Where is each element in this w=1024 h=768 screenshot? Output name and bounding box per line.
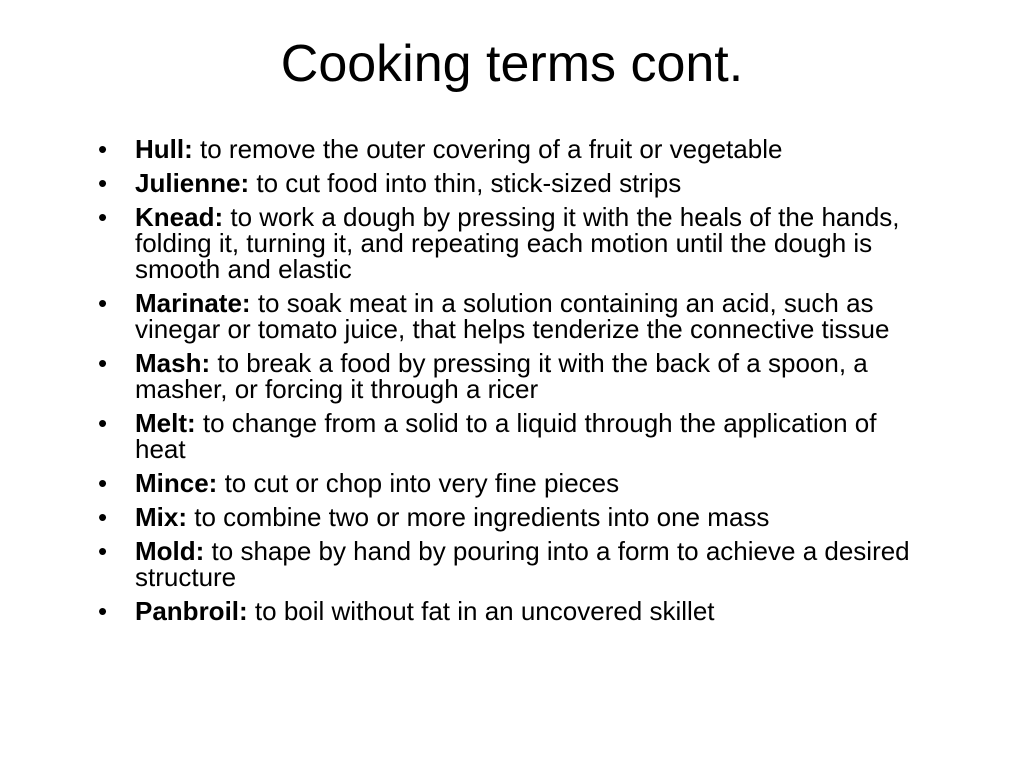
bullet-icon: • xyxy=(98,288,108,318)
term-name: Panbroil: xyxy=(135,596,255,626)
bullet-icon: • xyxy=(98,536,108,566)
bullet-icon: • xyxy=(98,468,108,498)
term-name: Marinate: xyxy=(135,288,258,318)
term-name: Mince: xyxy=(135,468,225,498)
term-definition: to shape by hand by pouring into a form to achieve a desired structure xyxy=(135,536,910,592)
term-definition: to break a food by pressing it with the back of a spoon, a masher, or forcing it through a ricer xyxy=(135,348,868,404)
list-item xyxy=(98,350,928,402)
bullet-icon: • xyxy=(98,596,108,626)
bullet-icon: • xyxy=(98,134,108,164)
term-definition: to work a dough by pressing it with the heals of the hands, folding it, turning it, and repeating each motion until the dough is smooth and elastic xyxy=(135,202,900,284)
list-item xyxy=(98,470,928,496)
term-name: Melt: xyxy=(135,408,203,438)
bullet-icon: • xyxy=(98,348,108,378)
list-item xyxy=(98,538,928,590)
term-name: Mix: xyxy=(135,502,195,532)
term-definition: to cut food into thin, stick-sized strips xyxy=(256,168,682,198)
bullet-icon: • xyxy=(98,202,108,232)
bullet-icon: • xyxy=(98,502,108,532)
term-definition: to soak meat in a solution containing an acid, such as vinegar or tomato juice, that helps tenderize the connective tissue xyxy=(135,288,890,344)
list-item xyxy=(98,204,928,282)
list-item xyxy=(98,504,928,530)
term-definition: to boil without fat in an uncovered skillet xyxy=(254,596,715,626)
term-name: Knead: xyxy=(135,202,231,232)
term-definition: to combine two or more ingredients into one mass xyxy=(194,502,770,532)
bullet-icon: • xyxy=(98,408,108,438)
list-item xyxy=(98,136,928,162)
slide-title: Cooking terms cont. xyxy=(280,35,744,93)
list-item xyxy=(98,290,928,342)
term-list xyxy=(98,136,928,632)
term-name: Julienne: xyxy=(135,168,257,198)
term-name: Mash: xyxy=(135,348,218,378)
bullet-icon: • xyxy=(98,168,108,198)
term-definition: to remove the outer covering of a fruit or vegetable xyxy=(200,134,783,164)
term-name: Mold: xyxy=(135,536,212,566)
list-item xyxy=(98,410,928,462)
list-item xyxy=(98,598,928,624)
term-definition: to change from a solid to a liquid through the application of heat xyxy=(135,408,877,464)
term-definition: to cut or chop into very fine pieces xyxy=(224,468,620,498)
term-name: Hull: xyxy=(135,134,200,164)
list-item xyxy=(98,170,928,196)
